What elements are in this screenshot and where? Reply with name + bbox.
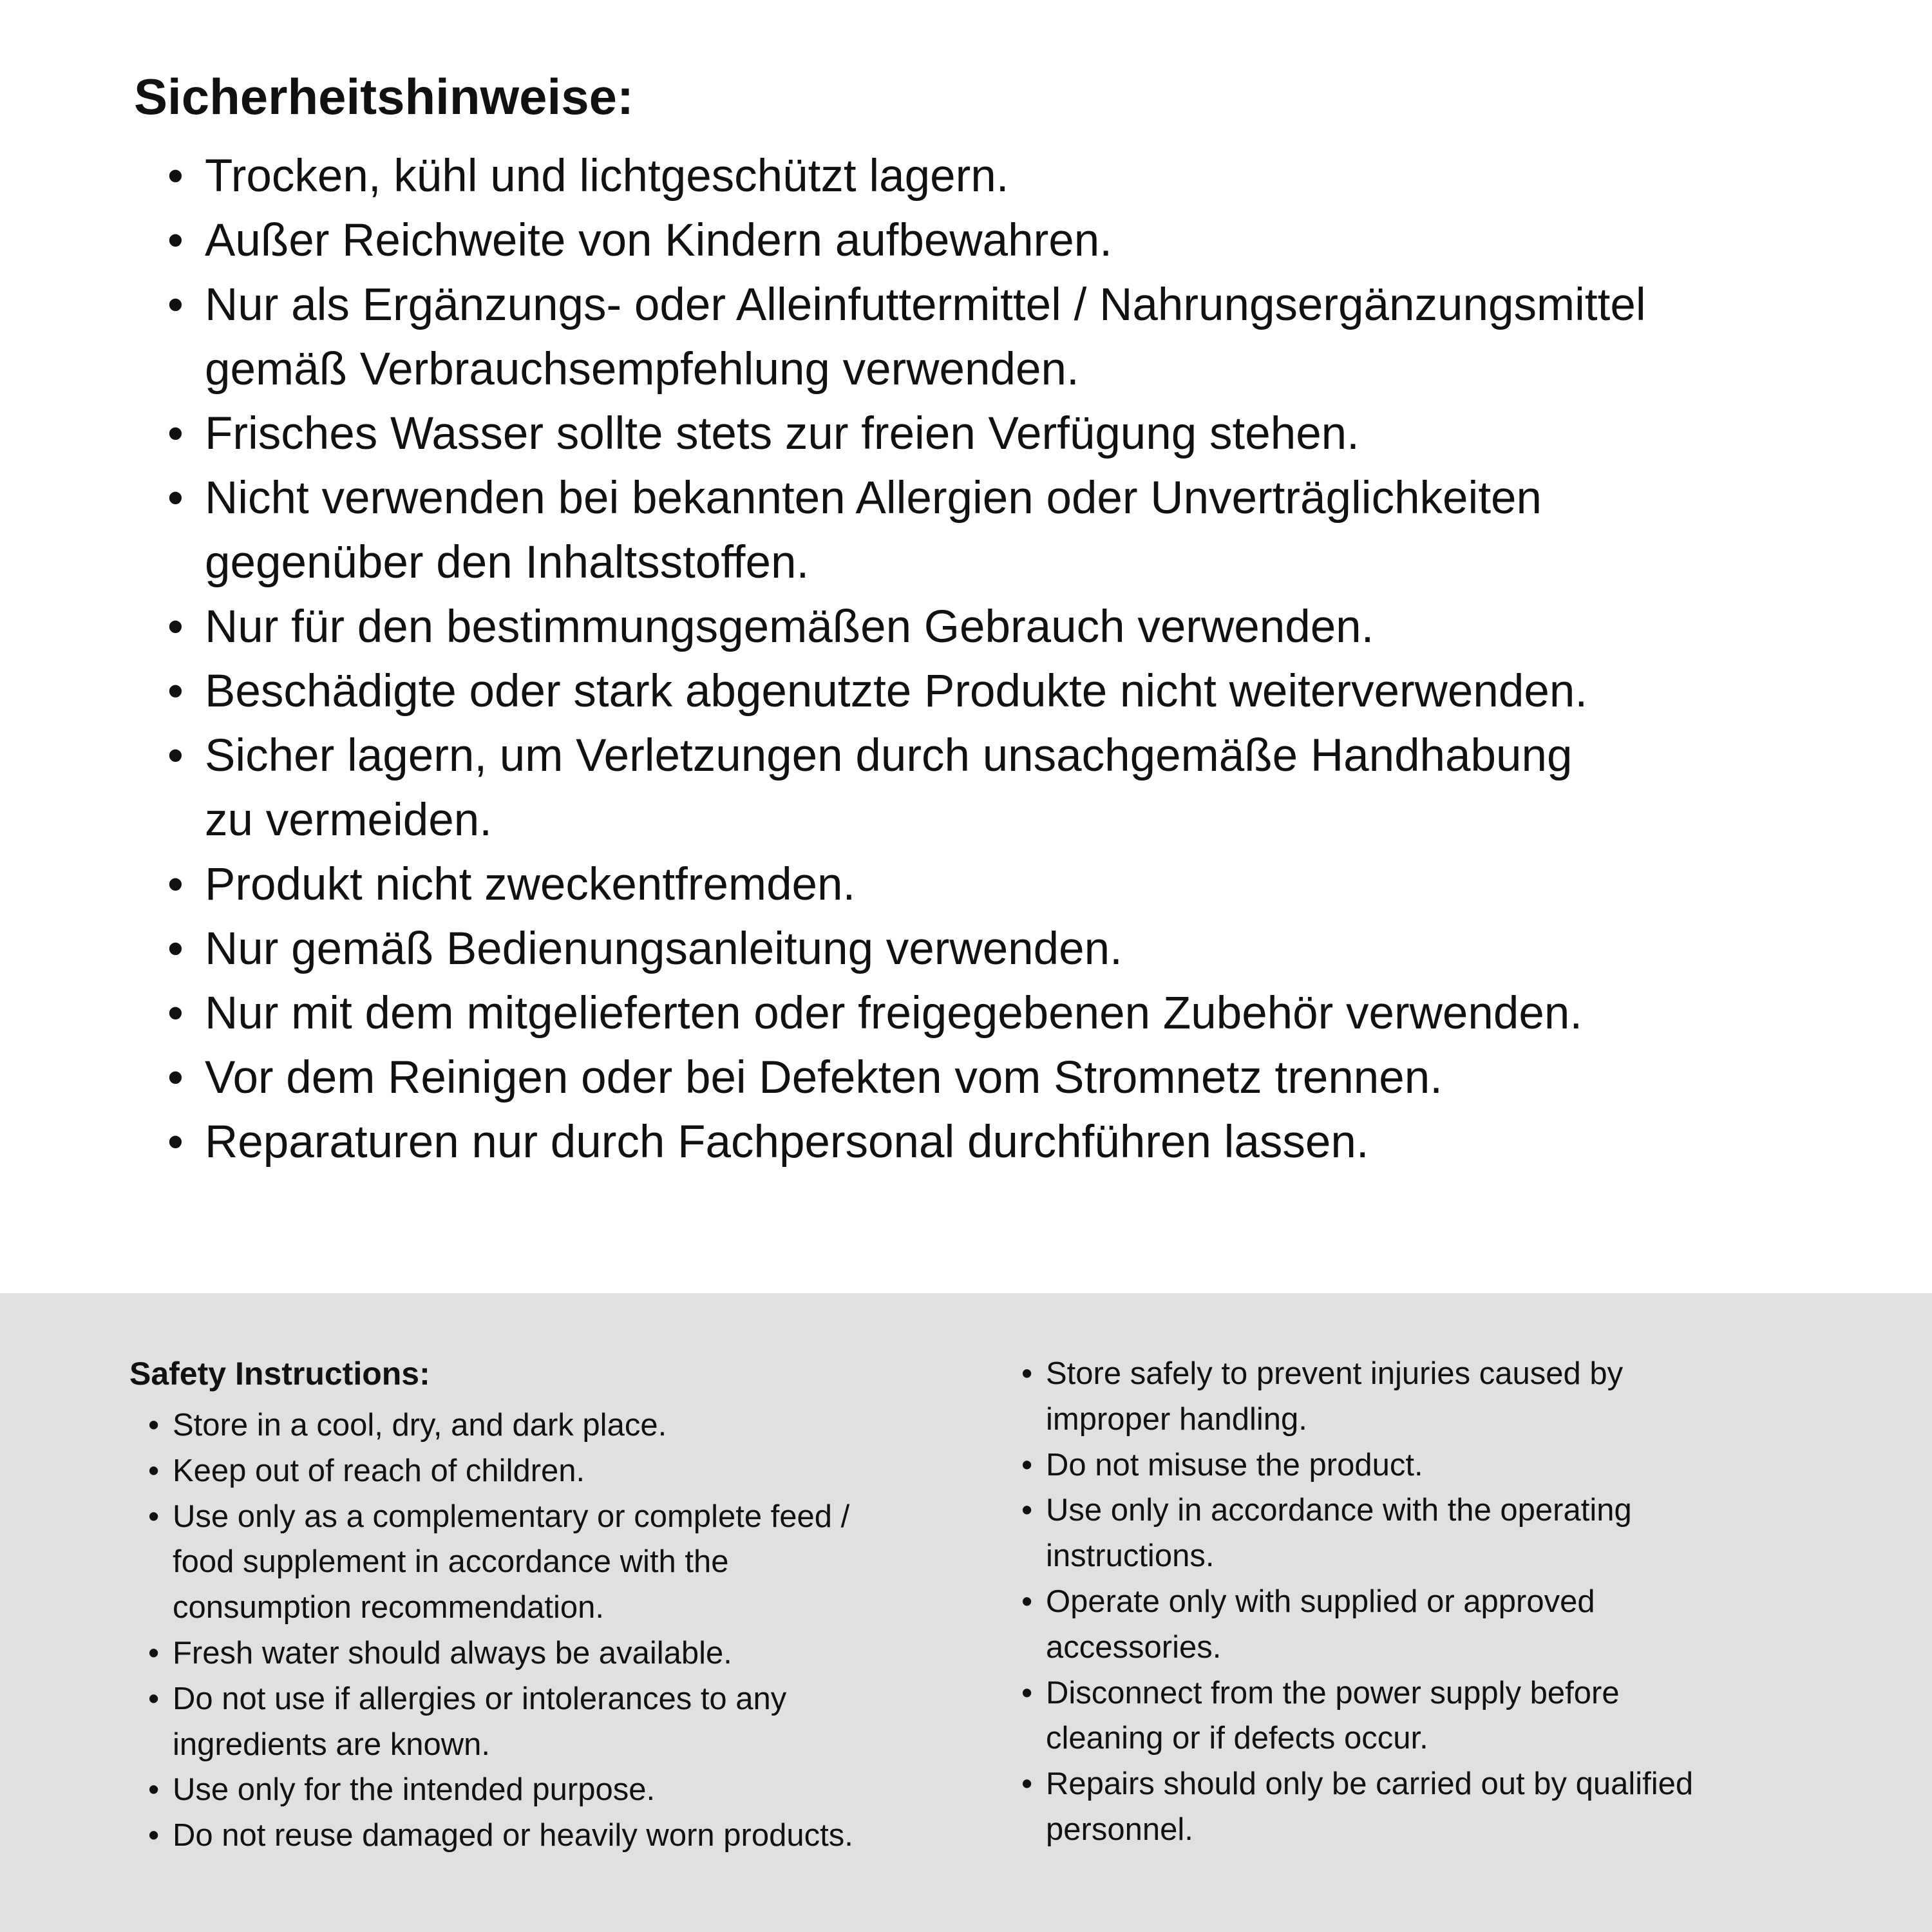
- bullet-icon: •: [167, 215, 184, 266]
- list-item-text: Fresh water should always be available.: [173, 1635, 732, 1671]
- list-item-text: Nur gemäß Bedienungsanleitung verwenden.: [205, 923, 1122, 974]
- bullet-icon: •: [148, 1681, 160, 1716]
- list-item: [148, 1813, 853, 1859]
- list-item: [167, 273, 1646, 402]
- list-item-text: gemäß Verbrauchsempfehlung verwenden.: [205, 344, 1079, 395]
- list-item-text: Store safely to prevent injuries caused by: [1046, 1356, 1624, 1391]
- bullet-icon: •: [1021, 1766, 1033, 1802]
- bullet-icon: •: [167, 601, 184, 652]
- list-item-text: Vor dem Reinigen oder bei Defekten vom Stromnetz trennen.: [205, 1052, 1443, 1103]
- list-item: [167, 209, 1646, 273]
- list-item-text: improper handling.: [1046, 1401, 1307, 1437]
- list-item: [148, 1676, 853, 1768]
- list-item-text: ingredients are known.: [173, 1727, 491, 1762]
- list-item: [167, 659, 1646, 724]
- list-item-text: gegenüber den Inhaltsstoffen.: [205, 537, 810, 588]
- list-item-text: Use only for the intended purpose.: [173, 1772, 656, 1808]
- list-item-text: food supplement in accordance with the: [173, 1544, 729, 1580]
- bullet-icon: •: [167, 1052, 184, 1103]
- bullet-icon: •: [167, 859, 184, 910]
- list-item-text: consumption recommendation.: [173, 1590, 605, 1625]
- list-item-text: Sicher lagern, um Verletzungen durch unsachgemäße Handhabung: [205, 730, 1573, 781]
- english-safety-list-right: [1021, 1351, 1693, 1853]
- list-item-text: Produkt nicht zweckentfremden.: [205, 859, 856, 910]
- list-item-text: cleaning or if defects occur.: [1046, 1721, 1428, 1756]
- bullet-icon: •: [1021, 1493, 1033, 1528]
- bullet-icon: •: [167, 279, 184, 330]
- bullet-icon: •: [148, 1408, 160, 1443]
- list-item: [167, 1110, 1646, 1175]
- german-safety-list: [167, 144, 1646, 1175]
- list-item-text: Do not reuse damaged or heavily worn products.: [173, 1818, 853, 1853]
- list-item-text: Use only as a complementary or complete feed /: [173, 1499, 850, 1534]
- list-item-text: Use only in accordance with the operating: [1046, 1493, 1632, 1528]
- list-item: [167, 466, 1646, 595]
- list-item-text: Operate only with supplied or approved: [1046, 1584, 1595, 1619]
- list-item-text: Reparaturen nur durch Fachpersonal durchführen lassen.: [205, 1117, 1369, 1168]
- bullet-icon: •: [1021, 1356, 1033, 1391]
- bullet-icon: •: [1021, 1584, 1033, 1619]
- list-item: [148, 1403, 853, 1448]
- english-safety-title: Safety Instructions:: [129, 1356, 430, 1392]
- bullet-icon: •: [148, 1499, 160, 1534]
- list-item-text: Außer Reichweite von Kindern aufbewahren.: [205, 215, 1112, 266]
- list-item-text: Beschädigte oder stark abgenutzte Produkte nicht weiterverwenden.: [205, 666, 1588, 717]
- list-item: [1021, 1579, 1693, 1671]
- list-item: [1021, 1488, 1693, 1579]
- bullet-icon: •: [148, 1818, 160, 1853]
- bullet-icon: •: [167, 666, 184, 717]
- list-item: [167, 981, 1646, 1046]
- list-item: [167, 402, 1646, 466]
- list-item: [167, 724, 1646, 853]
- bullet-icon: •: [167, 730, 184, 781]
- german-safety-title: Sicherheitshinweise:: [134, 68, 634, 125]
- bullet-icon: •: [167, 151, 184, 202]
- list-item: [167, 853, 1646, 917]
- bullet-icon: •: [167, 408, 184, 459]
- bullet-icon: •: [167, 1117, 184, 1168]
- list-item-text: personnel.: [1046, 1812, 1193, 1847]
- list-item-text: Nicht verwenden bei bekannten Allergien oder Unverträglichkeiten: [205, 473, 1542, 524]
- list-item: [1021, 1761, 1693, 1853]
- bullet-icon: •: [148, 1453, 160, 1488]
- bullet-icon: •: [148, 1635, 160, 1671]
- list-item-text: Disconnect from the power supply before: [1046, 1675, 1620, 1710]
- list-item-text: accessories.: [1046, 1629, 1222, 1665]
- bullet-icon: •: [167, 473, 184, 524]
- list-item-text: Nur für den bestimmungsgemäßen Gebrauch verwenden.: [205, 601, 1374, 652]
- list-item: [167, 917, 1646, 981]
- list-item: [1021, 1351, 1693, 1443]
- list-item-text: Store in a cool, dry, and dark place.: [173, 1408, 667, 1443]
- list-item: [148, 1494, 853, 1631]
- list-item-text: Trocken, kühl und lichtgeschützt lagern.: [205, 151, 1009, 202]
- bullet-icon: •: [167, 923, 184, 974]
- list-item-text: instructions.: [1046, 1539, 1215, 1574]
- list-item: [1021, 1443, 1693, 1488]
- bullet-icon: •: [1021, 1447, 1033, 1482]
- bullet-icon: •: [167, 988, 184, 1039]
- list-item: [167, 144, 1646, 209]
- list-item-text: Do not misuse the product.: [1046, 1447, 1423, 1482]
- list-item: [148, 1448, 853, 1494]
- list-item-text: Keep out of reach of children.: [173, 1453, 585, 1488]
- list-item-text: Repairs should only be carried out by qualified: [1046, 1766, 1694, 1802]
- list-item-text: Nur mit dem mitgelieferten oder freigegebenen Zubehör verwenden.: [205, 988, 1583, 1039]
- list-item-text: Frisches Wasser sollte stets zur freien Verfügung stehen.: [205, 408, 1359, 459]
- bullet-icon: •: [1021, 1675, 1033, 1710]
- list-item: [167, 595, 1646, 659]
- list-item: [1021, 1671, 1693, 1762]
- bullet-icon: •: [148, 1772, 160, 1808]
- list-item: [167, 1046, 1646, 1110]
- english-safety-list-left: [148, 1403, 853, 1859]
- list-item-text: Do not use if allergies or intolerances to any: [173, 1681, 787, 1716]
- list-item: [148, 1767, 853, 1813]
- list-item-text: Nur als Ergänzungs- oder Alleinfuttermittel / Nahrungsergänzungsmittel: [205, 279, 1646, 330]
- list-item-text: zu vermeiden.: [205, 795, 492, 846]
- list-item: [148, 1631, 853, 1676]
